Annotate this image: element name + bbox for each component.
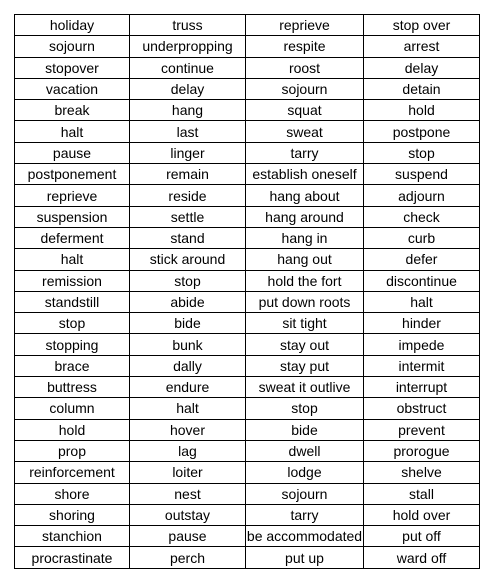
table-cell: column	[15, 398, 130, 419]
table-cell: remain	[130, 164, 246, 185]
table-cell: halt	[130, 398, 246, 419]
table-cell: stopover	[15, 57, 130, 78]
table-cell: tarry	[246, 504, 364, 525]
table-cell: stop	[15, 313, 130, 334]
table-cell: stall	[364, 483, 480, 504]
table-cell: arrest	[364, 36, 480, 57]
table-cell: hang in	[246, 227, 364, 248]
table-cell: suspension	[15, 206, 130, 227]
table-cell: dwell	[246, 440, 364, 461]
table-cell: vacation	[15, 78, 130, 99]
table-cell: linger	[130, 142, 246, 163]
table-cell: bide	[130, 313, 246, 334]
table-row	[15, 142, 480, 163]
table-cell: hover	[130, 419, 246, 440]
table-cell: reside	[130, 185, 246, 206]
table-cell: hang about	[246, 185, 364, 206]
table-row	[15, 504, 480, 525]
table-cell: sojourn	[246, 78, 364, 99]
table-cell: hang out	[246, 249, 364, 270]
table-cell: establish oneself	[246, 164, 364, 185]
table-cell: loiter	[130, 462, 246, 483]
table-cell: squat	[246, 100, 364, 121]
table-cell: hold	[364, 100, 480, 121]
table-cell: shore	[15, 483, 130, 504]
table-cell: suspend	[364, 164, 480, 185]
table-cell: detain	[364, 78, 480, 99]
table-row	[15, 100, 480, 121]
table-cell: halt	[15, 249, 130, 270]
table-cell: abide	[130, 291, 246, 312]
table-cell: hold over	[364, 504, 480, 525]
table-cell: prevent	[364, 419, 480, 440]
table-cell: remission	[15, 270, 130, 291]
table-cell: halt	[15, 121, 130, 142]
table-cell: roost	[246, 57, 364, 78]
table-cell: holiday	[15, 15, 130, 36]
table-cell: check	[364, 206, 480, 227]
table-row	[15, 206, 480, 227]
table-cell: hold the fort	[246, 270, 364, 291]
table-cell: tarry	[246, 142, 364, 163]
table-row	[15, 185, 480, 206]
table-cell: put down roots	[246, 291, 364, 312]
table-row	[15, 249, 480, 270]
table-cell: continue	[130, 57, 246, 78]
table-cell: hinder	[364, 313, 480, 334]
table-cell: outstay	[130, 504, 246, 525]
table-cell: reprieve	[15, 185, 130, 206]
table-cell: reprieve	[246, 15, 364, 36]
table-cell: intermit	[364, 355, 480, 376]
table-cell: pause	[15, 142, 130, 163]
table-cell: shoring	[15, 504, 130, 525]
table-row	[15, 57, 480, 78]
table-cell: adjourn	[364, 185, 480, 206]
table-row	[15, 270, 480, 291]
table-cell: deferment	[15, 227, 130, 248]
table-cell: delay	[130, 78, 246, 99]
table-row	[15, 526, 480, 547]
table-row	[15, 121, 480, 142]
table-row	[15, 291, 480, 312]
table-cell: lag	[130, 440, 246, 461]
table-cell: shelve	[364, 462, 480, 483]
table-cell: prorogue	[364, 440, 480, 461]
table-row	[15, 334, 480, 355]
table-cell: be accommodated	[246, 526, 364, 547]
table-row	[15, 164, 480, 185]
table-row	[15, 355, 480, 376]
table-cell: procrastinate	[15, 547, 130, 568]
table-cell: prop	[15, 440, 130, 461]
table-cell: perch	[130, 547, 246, 568]
table-cell: sweat it outlive	[246, 377, 364, 398]
table-cell: sit tight	[246, 313, 364, 334]
table-cell: halt	[364, 291, 480, 312]
table-cell: bunk	[130, 334, 246, 355]
table-row	[15, 227, 480, 248]
table-cell: last	[130, 121, 246, 142]
table-cell: delay	[364, 57, 480, 78]
table-cell: put up	[246, 547, 364, 568]
table-cell: respite	[246, 36, 364, 57]
table-row	[15, 483, 480, 504]
table-cell: sojourn	[246, 483, 364, 504]
table-row	[15, 440, 480, 461]
table-row	[15, 313, 480, 334]
table-cell: bide	[246, 419, 364, 440]
table-row	[15, 547, 480, 568]
table-cell: stop	[130, 270, 246, 291]
table-cell: buttress	[15, 377, 130, 398]
table-cell: lodge	[246, 462, 364, 483]
table-cell: settle	[130, 206, 246, 227]
table-cell: defer	[364, 249, 480, 270]
table-cell: put off	[364, 526, 480, 547]
table-cell: stop	[246, 398, 364, 419]
table-cell: stay put	[246, 355, 364, 376]
table-row	[15, 419, 480, 440]
table-cell: break	[15, 100, 130, 121]
table-cell: reinforcement	[15, 462, 130, 483]
table-cell: endure	[130, 377, 246, 398]
table-cell: stick around	[130, 249, 246, 270]
table-cell: sweat	[246, 121, 364, 142]
table-cell: impede	[364, 334, 480, 355]
table-row	[15, 398, 480, 419]
table-cell: hang around	[246, 206, 364, 227]
table-cell: stand	[130, 227, 246, 248]
table-cell: standstill	[15, 291, 130, 312]
table-row	[15, 462, 480, 483]
table-cell: nest	[130, 483, 246, 504]
table-row	[15, 377, 480, 398]
table-cell: stanchion	[15, 526, 130, 547]
table-cell: stop	[364, 142, 480, 163]
table-cell: obstruct	[364, 398, 480, 419]
table-cell: postpone	[364, 121, 480, 142]
table-row	[15, 15, 480, 36]
word-table	[14, 14, 480, 569]
table-cell: sojourn	[15, 36, 130, 57]
table-cell: truss	[130, 15, 246, 36]
table-cell: hang	[130, 100, 246, 121]
table-row	[15, 36, 480, 57]
table-cell: stay out	[246, 334, 364, 355]
table-cell: dally	[130, 355, 246, 376]
table-cell: stop over	[364, 15, 480, 36]
table-cell: interrupt	[364, 377, 480, 398]
table-cell: ward off	[364, 547, 480, 568]
table-cell: stopping	[15, 334, 130, 355]
word-table-body	[15, 15, 480, 569]
table-cell: underpropping	[130, 36, 246, 57]
table-cell: brace	[15, 355, 130, 376]
table-row	[15, 78, 480, 99]
table-cell: curb	[364, 227, 480, 248]
table-cell: hold	[15, 419, 130, 440]
table-cell: postponement	[15, 164, 130, 185]
table-cell: pause	[130, 526, 246, 547]
table-cell: discontinue	[364, 270, 480, 291]
